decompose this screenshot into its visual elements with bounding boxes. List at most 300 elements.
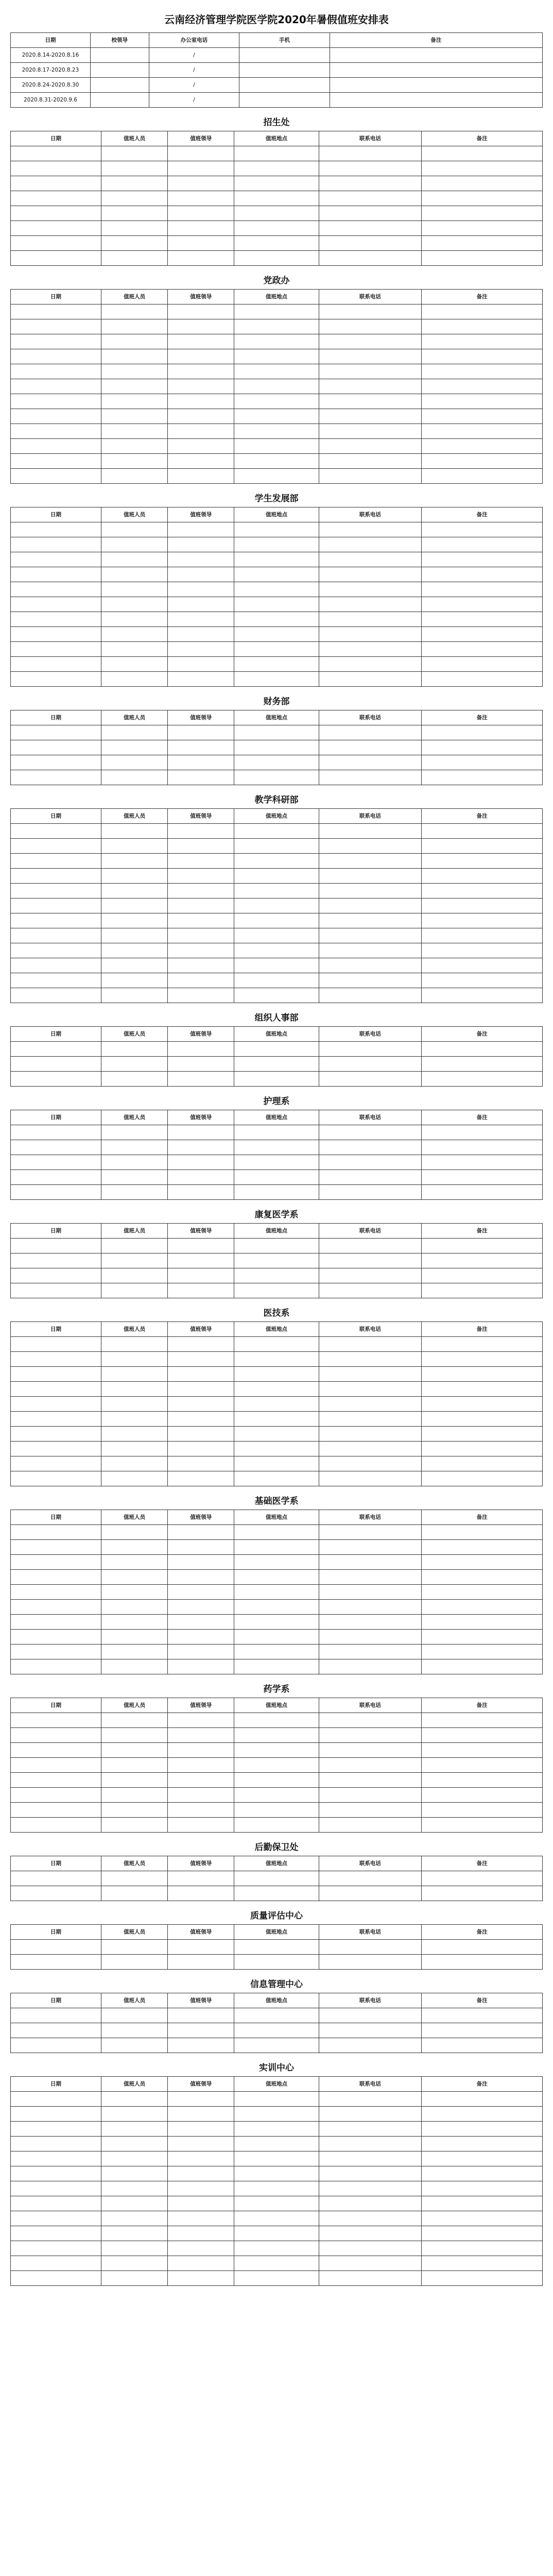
table-cell bbox=[11, 2166, 101, 2181]
table-cell bbox=[168, 2181, 234, 2196]
table-cell bbox=[168, 1239, 234, 1253]
table-cell bbox=[234, 1940, 319, 1955]
table-cell bbox=[422, 1525, 543, 1540]
column-header: 备注 bbox=[422, 507, 543, 522]
table-row bbox=[11, 1788, 543, 1803]
table-cell bbox=[319, 236, 422, 251]
table-cell bbox=[101, 884, 168, 899]
table-cell bbox=[422, 839, 543, 854]
table-row bbox=[11, 1555, 543, 1570]
table-cell bbox=[101, 1382, 168, 1397]
table-cell bbox=[11, 2023, 101, 2038]
table-cell bbox=[234, 1615, 319, 1630]
table-cell bbox=[168, 597, 234, 612]
table-row bbox=[11, 251, 543, 266]
table-cell bbox=[422, 1555, 543, 1570]
table-cell bbox=[168, 522, 234, 537]
table-cell bbox=[234, 1155, 319, 1170]
table-cell bbox=[319, 409, 422, 424]
table-cell bbox=[319, 206, 422, 221]
table-cell bbox=[234, 1337, 319, 1352]
column-header: 值班地点 bbox=[234, 1925, 319, 1940]
table-row bbox=[11, 1367, 543, 1382]
table-cell bbox=[168, 1140, 234, 1155]
table-cell bbox=[319, 552, 422, 567]
table-cell bbox=[319, 251, 422, 266]
table-cell bbox=[234, 2122, 319, 2137]
table-cell bbox=[319, 2241, 422, 2256]
table-cell bbox=[168, 2271, 234, 2286]
table-cell bbox=[234, 349, 319, 364]
table-cell bbox=[168, 2211, 234, 2226]
table-cell bbox=[168, 1659, 234, 1674]
table-cell bbox=[319, 2137, 422, 2151]
table-cell bbox=[234, 1125, 319, 1140]
table-cell bbox=[234, 1585, 319, 1600]
table-cell bbox=[422, 582, 543, 597]
table-cell bbox=[11, 627, 101, 642]
table-cell bbox=[422, 740, 543, 755]
table-cell bbox=[319, 379, 422, 394]
table-cell bbox=[319, 839, 422, 854]
column-header: 备注 bbox=[422, 1224, 543, 1239]
table-cell bbox=[319, 824, 422, 839]
table-cell bbox=[168, 221, 234, 236]
table-cell bbox=[11, 236, 101, 251]
table-cell bbox=[11, 854, 101, 869]
table-cell bbox=[319, 1170, 422, 1185]
table-cell bbox=[319, 740, 422, 755]
table-cell bbox=[168, 657, 234, 672]
table-cell bbox=[168, 454, 234, 469]
table-cell bbox=[422, 221, 543, 236]
table-cell bbox=[319, 2023, 422, 2038]
column-header: 值班领导 bbox=[168, 131, 234, 146]
table-cell bbox=[234, 394, 319, 409]
column-header: 备注 bbox=[422, 1925, 543, 1940]
table-cell bbox=[422, 1471, 543, 1486]
table-cell bbox=[422, 1268, 543, 1283]
table-cell bbox=[319, 191, 422, 206]
table-cell bbox=[234, 1456, 319, 1471]
column-header: 值班领导 bbox=[168, 1698, 234, 1713]
table-cell bbox=[11, 1540, 101, 1555]
table-row bbox=[11, 725, 543, 740]
table-cell bbox=[319, 1600, 422, 1615]
table-cell bbox=[234, 2038, 319, 2053]
table-cell bbox=[422, 642, 543, 657]
column-header: 日期 bbox=[11, 290, 101, 304]
table-cell bbox=[101, 824, 168, 839]
table-cell bbox=[11, 2107, 101, 2122]
table-cell bbox=[168, 1713, 234, 1728]
table-cell bbox=[168, 469, 234, 484]
table-cell bbox=[11, 755, 101, 770]
column-header: 日期 bbox=[11, 1510, 101, 1525]
column-header: 联系电话 bbox=[319, 1110, 422, 1125]
table-cell bbox=[422, 2137, 543, 2151]
table-cell bbox=[234, 1352, 319, 1367]
table-cell bbox=[319, 1743, 422, 1758]
column-header: 值班人员 bbox=[101, 131, 168, 146]
table-cell bbox=[101, 958, 168, 973]
table-cell bbox=[11, 349, 101, 364]
table-cell bbox=[422, 2241, 543, 2256]
table-row bbox=[11, 1886, 543, 1901]
table-cell bbox=[234, 2166, 319, 2181]
table-cell bbox=[422, 1540, 543, 1555]
table-cell bbox=[11, 1525, 101, 1540]
table-cell bbox=[11, 1871, 101, 1886]
table-row bbox=[11, 364, 543, 379]
table-cell bbox=[168, 146, 234, 161]
table-cell bbox=[168, 1818, 234, 1833]
table-cell bbox=[319, 2092, 422, 2107]
column-header: 值班领导 bbox=[168, 1856, 234, 1871]
table-cell bbox=[11, 2211, 101, 2226]
table-cell bbox=[11, 522, 101, 537]
table-row bbox=[11, 1140, 543, 1155]
table-row bbox=[11, 379, 543, 394]
table-cell bbox=[11, 824, 101, 839]
table-cell bbox=[101, 206, 168, 221]
table-cell bbox=[101, 755, 168, 770]
table-cell bbox=[234, 884, 319, 899]
table-cell bbox=[168, 2196, 234, 2211]
table-cell bbox=[422, 770, 543, 785]
table-cell bbox=[422, 884, 543, 899]
table-cell bbox=[422, 1140, 543, 1155]
column-header: 联系电话 bbox=[319, 1698, 422, 1713]
table-cell bbox=[319, 1042, 422, 1057]
table-cell bbox=[168, 1645, 234, 1659]
table-cell bbox=[168, 1940, 234, 1955]
table-cell bbox=[422, 1185, 543, 1200]
table-row bbox=[11, 854, 543, 869]
table-cell bbox=[234, 552, 319, 567]
table-cell bbox=[11, 161, 101, 176]
table-cell bbox=[168, 2137, 234, 2151]
table-cell bbox=[101, 304, 168, 319]
table-row bbox=[11, 469, 543, 484]
table-cell bbox=[319, 1185, 422, 1200]
column-header: 值班地点 bbox=[234, 1224, 319, 1239]
table-row bbox=[11, 1268, 543, 1283]
column-header: 联系电话 bbox=[319, 1993, 422, 2008]
table-row bbox=[11, 1471, 543, 1486]
table-cell bbox=[168, 869, 234, 884]
column-header: 联系电话 bbox=[319, 710, 422, 725]
table-cell bbox=[101, 988, 168, 1003]
table-cell bbox=[330, 78, 542, 93]
table-cell bbox=[168, 1615, 234, 1630]
table-cell bbox=[422, 2038, 543, 2053]
table-cell bbox=[11, 884, 101, 899]
table-cell bbox=[422, 1253, 543, 1268]
table-cell bbox=[422, 439, 543, 454]
table-cell bbox=[11, 1042, 101, 1057]
table-cell bbox=[234, 1170, 319, 1185]
table-cell bbox=[168, 1253, 234, 1268]
column-header: 值班地点 bbox=[234, 809, 319, 824]
table-cell bbox=[168, 1570, 234, 1585]
table-cell bbox=[319, 2166, 422, 2181]
table-cell bbox=[234, 1268, 319, 1283]
table-cell bbox=[319, 1367, 422, 1382]
table-cell bbox=[101, 2211, 168, 2226]
table-cell bbox=[11, 1886, 101, 1901]
table-cell bbox=[234, 1367, 319, 1382]
table-cell bbox=[11, 2008, 101, 2023]
table-cell bbox=[422, 657, 543, 672]
column-header: 联系电话 bbox=[319, 1510, 422, 1525]
table-row bbox=[11, 319, 543, 334]
table-cell bbox=[422, 913, 543, 928]
table-cell bbox=[168, 1367, 234, 1382]
table-cell bbox=[168, 839, 234, 854]
table-cell bbox=[168, 206, 234, 221]
section-title: 实训中心 bbox=[259, 2063, 294, 2073]
table-cell bbox=[422, 1042, 543, 1057]
table-cell bbox=[422, 176, 543, 191]
dept-duty-table bbox=[10, 131, 543, 266]
table-cell bbox=[319, 854, 422, 869]
table-cell bbox=[234, 537, 319, 552]
table-cell bbox=[319, 928, 422, 943]
table-row bbox=[11, 612, 543, 627]
table-cell bbox=[101, 1570, 168, 1585]
section-title: 党政办 bbox=[263, 276, 290, 286]
table-cell bbox=[319, 364, 422, 379]
table-row bbox=[11, 304, 543, 319]
column-header: 办公室电话 bbox=[149, 33, 239, 48]
table-cell bbox=[319, 146, 422, 161]
table-cell bbox=[422, 1352, 543, 1367]
table-row bbox=[11, 1630, 543, 1645]
table-cell bbox=[168, 1555, 234, 1570]
column-header: 值班地点 bbox=[234, 1110, 319, 1125]
table-cell bbox=[168, 424, 234, 439]
table-cell bbox=[422, 567, 543, 582]
table-cell bbox=[168, 537, 234, 552]
table-cell bbox=[11, 725, 101, 740]
column-header: 联系电话 bbox=[319, 2077, 422, 2092]
table-row bbox=[11, 78, 543, 93]
table-row bbox=[11, 1600, 543, 1615]
table-cell bbox=[319, 612, 422, 627]
table-row bbox=[11, 552, 543, 567]
table-cell bbox=[168, 1170, 234, 1185]
table-cell bbox=[168, 770, 234, 785]
table-cell bbox=[101, 2241, 168, 2256]
column-header: 备注 bbox=[422, 290, 543, 304]
section-title: 康复医学系 bbox=[254, 1210, 299, 1220]
table-cell bbox=[422, 2166, 543, 2181]
table-cell bbox=[11, 1382, 101, 1397]
table-cell bbox=[422, 2196, 543, 2211]
table-row bbox=[11, 2122, 543, 2137]
table-cell bbox=[168, 1072, 234, 1087]
table-cell bbox=[234, 161, 319, 176]
table-cell bbox=[168, 379, 234, 394]
table-cell bbox=[101, 454, 168, 469]
table-cell bbox=[11, 2226, 101, 2241]
table-row bbox=[11, 1743, 543, 1758]
table-cell bbox=[11, 2256, 101, 2271]
table-cell bbox=[101, 1352, 168, 1367]
dept-duty-table bbox=[10, 1110, 543, 1200]
table-row bbox=[11, 1125, 543, 1140]
table-cell bbox=[234, 454, 319, 469]
table-cell bbox=[101, 770, 168, 785]
table-cell bbox=[234, 1185, 319, 1200]
column-header: 值班人员 bbox=[101, 1027, 168, 1042]
table-cell bbox=[168, 1412, 234, 1427]
table-cell bbox=[101, 854, 168, 869]
table-row bbox=[11, 2023, 543, 2038]
table-cell bbox=[101, 1555, 168, 1570]
table-cell bbox=[319, 1555, 422, 1570]
column-header: 联系电话 bbox=[319, 507, 422, 522]
table-cell bbox=[234, 1570, 319, 1585]
table-cell bbox=[11, 191, 101, 206]
table-cell bbox=[422, 1955, 543, 1970]
table-cell bbox=[234, 627, 319, 642]
column-header: 值班地点 bbox=[234, 710, 319, 725]
dept-duty-table bbox=[10, 1321, 543, 1486]
table-row bbox=[11, 439, 543, 454]
table-cell bbox=[11, 1818, 101, 1833]
table-cell bbox=[168, 988, 234, 1003]
table-cell bbox=[11, 582, 101, 597]
table-cell bbox=[422, 597, 543, 612]
column-header: 备注 bbox=[422, 1322, 543, 1337]
table-cell bbox=[11, 1125, 101, 1140]
table-cell bbox=[101, 334, 168, 349]
table-row bbox=[11, 1871, 543, 1886]
table-cell bbox=[234, 304, 319, 319]
table-cell bbox=[319, 1886, 422, 1901]
table-cell bbox=[101, 1239, 168, 1253]
table-cell bbox=[11, 334, 101, 349]
column-header: 值班地点 bbox=[234, 1698, 319, 1713]
table-cell bbox=[234, 2151, 319, 2166]
column-header: 日期 bbox=[11, 1925, 101, 1940]
table-cell bbox=[168, 2107, 234, 2122]
table-cell bbox=[11, 1615, 101, 1630]
table-cell bbox=[422, 454, 543, 469]
table-row bbox=[11, 1940, 543, 1955]
table-cell bbox=[11, 1630, 101, 1645]
table-cell bbox=[234, 1140, 319, 1155]
table-cell bbox=[422, 2092, 543, 2107]
table-cell bbox=[319, 2038, 422, 2053]
table-cell bbox=[101, 2256, 168, 2271]
table-cell bbox=[319, 424, 422, 439]
table-cell bbox=[101, 2107, 168, 2122]
column-header: 日期 bbox=[11, 2077, 101, 2092]
table-cell bbox=[101, 1788, 168, 1803]
table-cell bbox=[234, 334, 319, 349]
table-cell bbox=[319, 1397, 422, 1412]
table-cell bbox=[168, 1268, 234, 1283]
table-cell bbox=[234, 2256, 319, 2271]
column-header: 日期 bbox=[11, 1993, 101, 2008]
table-cell bbox=[319, 1412, 422, 1427]
table-cell bbox=[422, 725, 543, 740]
table-cell bbox=[101, 1773, 168, 1788]
table-cell bbox=[234, 1072, 319, 1087]
table-row bbox=[11, 770, 543, 785]
table-cell bbox=[101, 869, 168, 884]
table-cell bbox=[11, 1057, 101, 1072]
table-cell bbox=[422, 2226, 543, 2241]
table-cell bbox=[11, 642, 101, 657]
table-cell bbox=[422, 755, 543, 770]
table-cell bbox=[168, 1397, 234, 1412]
column-header: 联系电话 bbox=[319, 290, 422, 304]
table-row bbox=[11, 2038, 543, 2053]
table-cell bbox=[101, 1042, 168, 1057]
table-cell bbox=[319, 176, 422, 191]
column-header: 日期 bbox=[11, 710, 101, 725]
table-cell bbox=[11, 740, 101, 755]
table-cell bbox=[11, 304, 101, 319]
section-title: 教学科研部 bbox=[254, 795, 299, 805]
table-cell bbox=[234, 973, 319, 988]
table-cell bbox=[168, 2226, 234, 2241]
table-cell bbox=[11, 597, 101, 612]
table-cell bbox=[319, 2151, 422, 2166]
table-cell bbox=[234, 1886, 319, 1901]
table-cell bbox=[101, 251, 168, 266]
table-cell bbox=[422, 319, 543, 334]
table-cell: / bbox=[149, 93, 239, 108]
table-row bbox=[11, 928, 543, 943]
table-cell: 2020.8.14-2020.8.16 bbox=[11, 48, 91, 63]
table-row bbox=[11, 2008, 543, 2023]
column-header: 日期 bbox=[11, 1698, 101, 1713]
table-cell bbox=[101, 1253, 168, 1268]
table-cell bbox=[234, 1283, 319, 1298]
table-cell bbox=[101, 364, 168, 379]
table-row bbox=[11, 1283, 543, 1298]
table-row bbox=[11, 334, 543, 349]
table-cell bbox=[422, 2023, 543, 2038]
table-cell bbox=[168, 1788, 234, 1803]
table-cell bbox=[234, 755, 319, 770]
table-cell bbox=[234, 2196, 319, 2211]
table-row bbox=[11, 567, 543, 582]
roster-page bbox=[10, 0, 543, 2286]
table-cell bbox=[319, 582, 422, 597]
table-cell bbox=[422, 161, 543, 176]
table-cell bbox=[319, 394, 422, 409]
table-cell bbox=[101, 740, 168, 755]
table-cell bbox=[234, 839, 319, 854]
table-row bbox=[11, 1525, 543, 1540]
table-cell bbox=[11, 537, 101, 552]
table-cell bbox=[168, 439, 234, 454]
table-cell bbox=[234, 191, 319, 206]
table-cell bbox=[101, 2092, 168, 2107]
table-cell bbox=[11, 1803, 101, 1818]
dept-duty-table bbox=[10, 808, 543, 1003]
table-cell bbox=[422, 1057, 543, 1072]
table-cell bbox=[319, 2271, 422, 2286]
table-cell bbox=[234, 424, 319, 439]
table-cell bbox=[11, 1283, 101, 1298]
